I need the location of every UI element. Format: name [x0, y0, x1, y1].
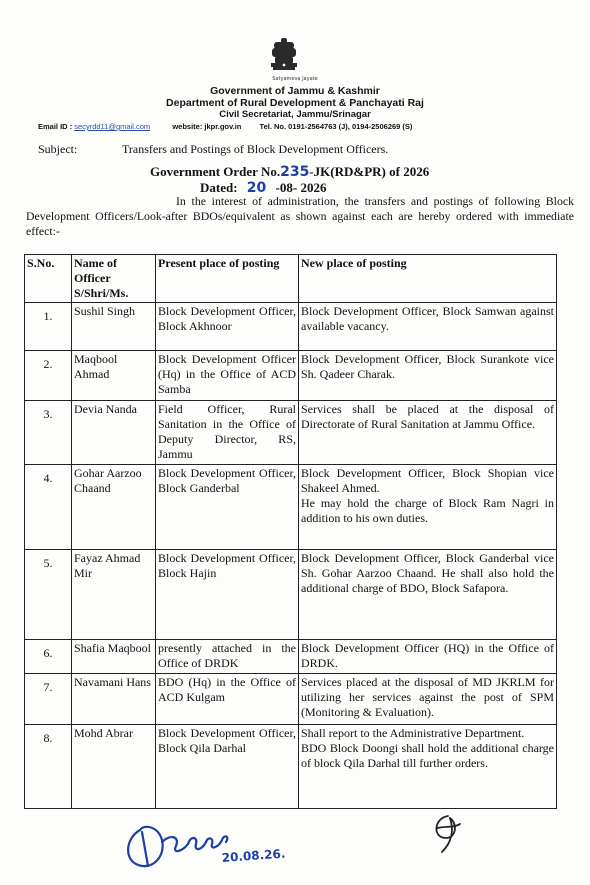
cell-present: Block Development Officer, Block Hajin — [156, 550, 299, 640]
header-present: Present place of posting — [156, 255, 299, 303]
cell-name: Mohd Abrar — [72, 725, 156, 809]
header-new: New place of posting — [299, 255, 557, 303]
cell-sno: 5. — [25, 550, 72, 640]
cell-present: Block Development Officer, Block Qila Darhal — [156, 725, 299, 809]
dated-label: Dated: — [200, 180, 238, 195]
email-link[interactable]: secyrdd11@gmail.com — [74, 122, 151, 131]
cell-new: Block Development Officer (HQ) in the Office of DRDK. — [299, 640, 557, 674]
subject-label: Subject: — [38, 142, 78, 156]
table-row — [25, 674, 557, 725]
cell-sno: 8. — [25, 725, 72, 809]
table-row — [25, 725, 557, 809]
emblem-motto: Satyameva Jayate — [272, 76, 318, 82]
cell-sno: 2. — [25, 351, 72, 401]
cell-name: Devia Nanda — [72, 401, 156, 465]
email-label: Email ID : — [38, 122, 73, 131]
cell-name: Sushil Singh — [72, 303, 156, 351]
order-number-handwritten: 235 — [280, 164, 310, 180]
subject-line — [38, 142, 388, 157]
cell-present: Block Development Officer (Hq) in the Office of ACD Samba — [156, 351, 299, 401]
cell-name: Fayaz Ahmad Mir — [72, 550, 156, 640]
cell-new: Block Development Officer, Block Samwan against available vacancy. — [299, 303, 557, 351]
cell-sno: 1. — [25, 303, 72, 351]
signature-date: 20.08.26. — [221, 846, 286, 865]
cell-present: presently attached in the Office of DRDK — [156, 640, 299, 674]
order-suffix: -JK(RD&PR) of 2026 — [309, 164, 430, 179]
intro-paragraph: In the interest of administration, the transfers and postings of following Block Development Officers/Look-after BDOs/equivalent as shown against each are hereby ordered with immediate effect:- — [26, 194, 574, 238]
contact-line — [38, 122, 558, 131]
cell-present: Block Development Officer, Block Akhnoor — [156, 303, 299, 351]
cell-sno: 3. — [25, 401, 72, 465]
department-title: Department of Rural Development & Panchayati Raj — [166, 97, 424, 109]
ashoka-emblem-icon — [265, 36, 303, 76]
header-sno: S.No. — [25, 255, 72, 303]
cell-sno: 4. — [25, 465, 72, 550]
additional-charge-line: BDO Block Doongi shall hold the additional charge of block Qila Darhal till further orders. — [301, 741, 554, 770]
postings-table — [24, 254, 557, 809]
cell-name: Shafia Maqbool — [72, 640, 156, 674]
cell-name: Maqbool Ahmad — [72, 351, 156, 401]
cell-present: Field Officer, Rural Sanitation in the Office of Deputy Director, RS, Jammu — [156, 401, 299, 465]
cell-sno: 6. — [25, 640, 72, 674]
initials-signature — [424, 808, 468, 856]
cell-new — [299, 465, 557, 550]
table-row — [25, 640, 557, 674]
table-row — [25, 465, 557, 550]
additional-charge-line: He may hold the charge of Block Ram Nagri in addition to his own duties. — [301, 496, 554, 525]
header-name: Name of Officer S/Shri/Ms. — [72, 255, 156, 303]
new-posting-line: Block Development Officer, Block Shopian vice Shakeel Ahmed. — [301, 466, 554, 495]
order-prefix: Government Order No. — [150, 164, 281, 179]
table-header-row — [25, 255, 557, 303]
cell-present: BDO (Hq) in the Office of ACD Kulgam — [156, 674, 299, 725]
website-text: website: jkpr.gov.in — [172, 122, 242, 131]
order-number-line — [150, 164, 429, 180]
table-row — [25, 303, 557, 351]
date-day-handwritten: 20 — [246, 180, 267, 196]
cell-new: Services placed at the disposal of MD JKRLM for utilizing her services against the post of SPM (Monitoring & Evaluation). — [299, 674, 557, 725]
cell-name: Gohar Aarzoo Chaand — [72, 465, 156, 550]
date-rest: -08- 2026 — [275, 180, 327, 195]
handwritten-signature — [118, 812, 318, 884]
cell-sno: 7. — [25, 674, 72, 725]
cell-new: Block Development Officer, Block Surankote vice Sh. Qadeer Charak. — [299, 351, 557, 401]
table-row — [25, 401, 557, 465]
cell-new: Services shall be placed at the disposal of Directorate of Rural Sanitation at Jammu Office. — [299, 401, 557, 465]
cell-new: Block Development Officer, Block Ganderbal vice Sh. Gohar Aarzoo Chaand. He shall also hold the additional charge of BDO, Block Safapora. — [299, 550, 557, 640]
government-title: Government of Jammu & Kashmir — [210, 85, 380, 97]
new-posting-line: Shall report to the Administrative Department. — [301, 726, 525, 740]
subject-text: Transfers and Postings of Block Development Officers. — [122, 142, 389, 156]
address-line: Civil Secretariat, Jammu/Srinagar — [219, 109, 371, 120]
cell-new — [299, 725, 557, 809]
phone-text: Tel. No. 0191-2564763 (J), 0194-2506269 (S) — [259, 122, 413, 131]
table-row — [25, 550, 557, 640]
cell-name: Navamani Hans — [72, 674, 156, 725]
cell-present: Block Development Officer, Block Ganderbal — [156, 465, 299, 550]
table-row — [25, 351, 557, 401]
